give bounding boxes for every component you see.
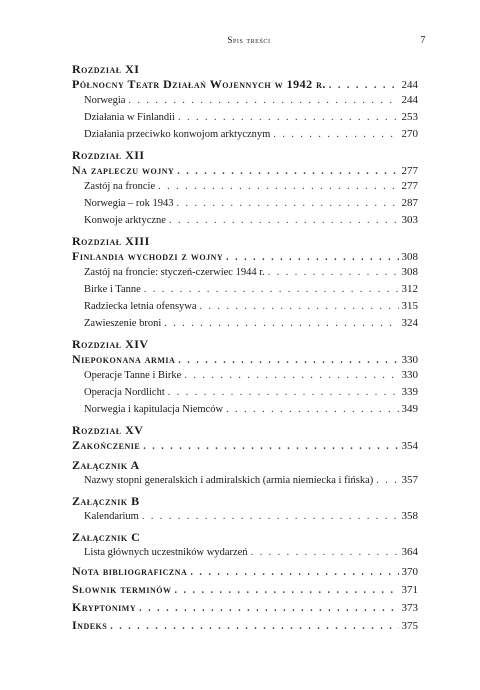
- entry-page-number: 312: [401, 283, 418, 295]
- dot-leader: [143, 439, 398, 453]
- entry-page-number: 349: [401, 403, 418, 415]
- toc-entry[interactable]: [72, 617, 418, 633]
- chapter-label: Załącznik C: [72, 530, 141, 544]
- chapter-label: Rozdział XIII: [72, 234, 150, 248]
- entry-page-number: 375: [401, 620, 418, 632]
- entry-page-number: 357: [401, 474, 418, 486]
- dot-leader: [273, 126, 398, 143]
- entry-page-number: 277: [401, 165, 418, 177]
- running-header: [72, 35, 426, 49]
- entry-title: Zastój na froncie: styczeń-czerwiec 1944 r.: [84, 267, 265, 278]
- dot-leader: [184, 367, 398, 384]
- toc-subentry[interactable]: [72, 178, 418, 195]
- entry-title: Na zapleczu wojny: [72, 163, 175, 177]
- entry-page-number: 244: [401, 79, 418, 91]
- entry-page-number: 330: [401, 369, 418, 381]
- entry-page-number: 270: [401, 128, 418, 140]
- entry-page-number: 287: [401, 197, 418, 209]
- dot-leader: [178, 353, 398, 367]
- toc-entry[interactable]: [72, 162, 418, 178]
- dot-leader: [158, 178, 398, 195]
- toc-subentry[interactable]: [72, 92, 418, 109]
- table-of-contents: [72, 62, 418, 633]
- toc-entry[interactable]: [72, 581, 418, 597]
- entry-title: Nota bibliograficzna: [72, 564, 188, 578]
- entry-page-number: 315: [401, 300, 418, 312]
- dot-leader: [144, 281, 399, 298]
- entry-title: Działania przeciwko konwojom arktycznym: [84, 129, 271, 140]
- entry-page-number: 354: [401, 440, 418, 452]
- dot-leader: [142, 508, 399, 525]
- dot-leader: [174, 583, 398, 597]
- entry-title: Północny Teatr Działań Wojennych w 1942 r.: [72, 77, 326, 91]
- chapter-label: Rozdział XV: [72, 423, 144, 437]
- dot-leader: [329, 78, 399, 92]
- entry-title: Norwegia – rok 1943: [84, 198, 174, 209]
- toc-subentry[interactable]: [72, 126, 418, 143]
- entry-title: Zakończenie: [72, 438, 141, 452]
- entry-title: Indeks: [72, 618, 108, 632]
- toc-subentry[interactable]: [72, 384, 418, 401]
- entry-title: Norwegia: [84, 95, 126, 106]
- entry-title: Niepokonana armia: [72, 352, 176, 366]
- toc-subentry[interactable]: [72, 401, 418, 418]
- entry-title: Finlandia wychodzi z wojny: [72, 249, 224, 263]
- entry-page-number: 371: [401, 584, 418, 596]
- toc-entry[interactable]: [72, 599, 418, 615]
- dot-leader: [226, 401, 398, 418]
- toc-entry[interactable]: [72, 563, 418, 579]
- dot-leader: [376, 472, 398, 489]
- dot-leader: [128, 92, 398, 109]
- entry-title: Kalendarium: [84, 511, 139, 522]
- toc-subentry[interactable]: [72, 298, 418, 315]
- toc-subentry[interactable]: [72, 281, 418, 298]
- entry-page-number: 330: [401, 354, 418, 366]
- entry-page-number: 308: [401, 266, 418, 278]
- toc-entry[interactable]: [72, 437, 418, 453]
- entry-title: Konwoje arktyczne: [84, 215, 166, 226]
- toc-subentry[interactable]: [72, 264, 418, 281]
- dot-leader: [177, 164, 398, 178]
- toc-subentry[interactable]: [72, 109, 418, 126]
- dot-leader: [226, 250, 398, 264]
- toc-subentry[interactable]: [72, 315, 418, 332]
- dot-leader: [251, 544, 399, 561]
- entry-page-number: 370: [401, 566, 418, 578]
- entry-title: Operacja Nordlicht: [84, 387, 165, 398]
- entry-page-number: 358: [401, 510, 418, 522]
- header-page-number: 7: [420, 35, 426, 46]
- toc-entry[interactable]: [72, 248, 418, 264]
- entry-page-number: 324: [401, 317, 418, 329]
- entry-title: Norwegia i kapitulacja Niemców: [84, 404, 224, 415]
- entry-title: Słownik terminów: [72, 582, 172, 596]
- entry-page-number: 303: [401, 214, 418, 226]
- entry-page-number: 364: [401, 546, 418, 558]
- entry-title: Radziecka letnia ofensywa: [84, 301, 197, 312]
- entry-title: Działania w Finlandii: [84, 112, 175, 123]
- entry-title: Nazwy stopni generalskich i admiralskich (armia niemiecka i fińska): [84, 475, 374, 486]
- dot-leader: [139, 601, 398, 615]
- dot-leader: [178, 109, 399, 126]
- toc-subentry[interactable]: [72, 195, 418, 212]
- entry-page-number: 308: [401, 251, 418, 263]
- toc-entry[interactable]: [72, 76, 418, 92]
- chapter-label: Załącznik A: [72, 458, 140, 472]
- chapter-label: Rozdział XII: [72, 148, 145, 162]
- dot-leader: [268, 264, 399, 281]
- entry-page-number: 253: [401, 111, 418, 123]
- chapter-label: Rozdział XI: [72, 62, 140, 76]
- dot-leader: [169, 212, 399, 229]
- entry-title: Operacje Tanne i Birke: [84, 370, 182, 381]
- toc-subentry[interactable]: [72, 212, 418, 229]
- entry-title: Zawieszenie broni: [84, 318, 162, 329]
- entry-page-number: 244: [401, 94, 418, 106]
- entry-title: Lista głównych uczestników wydarzeń: [84, 547, 248, 558]
- dot-leader: [190, 565, 398, 579]
- entry-title: Kryptonimy: [72, 600, 137, 614]
- entry-title: Birke i Tanne: [84, 284, 141, 295]
- toc-subentry[interactable]: [72, 472, 418, 489]
- toc-entry[interactable]: [72, 351, 418, 367]
- entry-page-number: 277: [401, 180, 418, 192]
- dot-leader: [177, 195, 399, 212]
- dot-leader: [164, 315, 398, 332]
- entry-page-number: 339: [401, 386, 418, 398]
- dot-leader: [200, 298, 399, 315]
- toc-subentry[interactable]: [72, 508, 418, 525]
- entry-page-number: 373: [401, 602, 418, 614]
- toc-subentry[interactable]: [72, 544, 418, 561]
- header-title: Spis treści: [227, 35, 271, 45]
- entry-title: Zastój na froncie: [84, 181, 156, 192]
- dot-leader: [110, 619, 398, 633]
- chapter-label: Załącznik B: [72, 494, 140, 508]
- toc-subentry[interactable]: [72, 367, 418, 384]
- dot-leader: [168, 384, 399, 401]
- chapter-label: Rozdział XIV: [72, 337, 149, 351]
